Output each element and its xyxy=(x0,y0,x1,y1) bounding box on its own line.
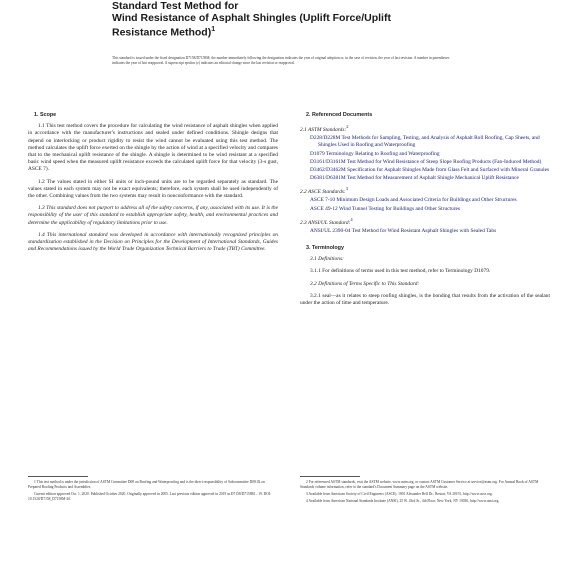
references-heading: 2. Referenced Documents xyxy=(306,112,373,118)
title-line-1: Standard Test Method for xyxy=(112,0,239,12)
footnotes-right xyxy=(300,480,550,506)
scope-paragraph-4: 1.4 This international standard was developed in accordance with internationally recognized principles on standardization established in the Decision on Principles for the Development of International Standards, Guides and Recommendations issued by the World Trade Organization Technical Barriers to Trade (TBT) Committee. xyxy=(28,231,278,253)
document-title xyxy=(112,0,552,39)
reference-title: Test Methods for Sampling, Testing, and Analysis of Asphalt Roll Roofing, Cap Sheets, and Shingles Used in Roofing and Waterproofing xyxy=(318,135,540,149)
reference-item[interactable] xyxy=(310,228,550,235)
ansi-footnote-mark: 4 xyxy=(350,216,353,222)
reference-code[interactable]: D1079 xyxy=(310,150,325,157)
ansi-standard-label xyxy=(300,216,550,227)
reference-item[interactable] xyxy=(310,197,550,204)
reference-title: Minimum Design Loads and Associated Criteria for Buildings and Other Structures xyxy=(336,197,517,204)
astm-label-text: 2.1 ASTM Standards: xyxy=(300,127,347,133)
footnote-edition: Current edition approved Oct. 1, 2020. Published October 2020. Originally approved in 2005. Last previous edition approved in 2019 as D7158/D7158M – 19. DOI: 10.1520/D7158_D7158M-20. xyxy=(28,492,272,501)
title-footnote-mark: 1 xyxy=(211,26,216,33)
scope-paragraph-2: 1.2 The values stated in either SI units or inch-pound units are to be regarded separately as standard. The values stated in each system may not be exact equivalents; therefore, each system shall be used independently of the other. Combining values from the two systems may result in nonconformance with the standard. xyxy=(28,178,278,200)
scope-heading: 1. Scope xyxy=(34,112,57,118)
asce-standards-label xyxy=(300,185,550,196)
terminology-3-2: 3.2 Definitions of Terms Specific to This Standard: xyxy=(310,280,420,287)
reference-item[interactable] xyxy=(310,175,550,182)
title-line-2: Wind Resistance of Asphalt Shingles (Uplift Force/Uplift xyxy=(112,12,391,24)
astm-standards-label xyxy=(300,123,550,134)
footnote-divider-left xyxy=(28,476,88,477)
footnote-1: 1 This test method is under the jurisdiction of ASTM Committee D08 on Roofing and Waterproofing and is the direct responsibility of Subcommittee D08.02 on Prepared Roofing Products and Assemblies. xyxy=(28,480,265,489)
reference-title: Wind Tunnel Testing for Buildings and Other Structures xyxy=(338,205,461,212)
scope-paragraph-1: 1.1 This test method covers the procedure for calculating the wind resistance of asphalt shingles when applied in accordance with the manufacturer's instructions and sealed under defined conditions. Shingle designs that depend on interlocking or product rigidity to resist the wind cannot be evaluated using this test method. The method calculates the uplift force exerted on the shingle by the action of wind at a specified velocity and compares that to the mechanical uplift resistance of the shingle. A shingle is determined to be wind resistant at a specified basic wind speed when the measured uplift resistance exceeds the calculated uplift force for that velocity (3-s gust, ASCE 7). xyxy=(28,123,278,173)
reference-title: Test Method for Wind Resistance of Steep Slope Roofing Products (Fan-Induced Method) xyxy=(346,158,542,165)
terminology-heading: 3. Terminology xyxy=(306,245,344,252)
reference-code[interactable]: ASCE 49-12 xyxy=(310,205,338,212)
reference-item[interactable] xyxy=(310,135,550,149)
scope-paragraph-3: 1.3 This standard does not purport to address all of the safety concerns, if any, associated with its use. It is the responsibility of the user of this standard to establish appropriate safety, health, and environmental practices and determine the applicability of regulatory limitations prior to use. xyxy=(28,205,278,226)
astm-footnote-mark: 2 xyxy=(346,124,349,130)
designation-note: This standard is issued under the fixed designation D7158/D7158M; the number immediately following the designation indicates the year of original adoption or, in the case of revision, the year of last revision. A number in parentheses indicates the year of last reapproval. A superscript epsilon (ε) indicates an editorial change since the last revision or reapproval. xyxy=(112,56,450,66)
footnote-4: 4 Available from American National Standards Institute (ANSI), 25 W. 43rd St., 4th Floor, New York, NY 10036, http://www.ansi.org. xyxy=(306,499,500,503)
terminology-3-1-1: 3.1.1 For definitions of terms used in this test method, refer to Terminology D1079. xyxy=(310,268,491,275)
reference-item[interactable] xyxy=(310,167,550,174)
ansi-label-text: 2.3 ANSI/UL Standard: xyxy=(300,219,351,226)
reference-code[interactable]: ANSI/UL 2390-04 xyxy=(310,227,351,234)
reference-item[interactable] xyxy=(310,151,550,158)
reference-title: Terminology Relating to Roofing and Waterproofing xyxy=(325,150,440,157)
reference-code[interactable]: ASCE 7-10 xyxy=(310,197,336,204)
reference-code[interactable]: D3462/D3462M xyxy=(310,167,346,174)
footnote-2: 2 For referenced ASTM standards, visit the ASTM website, www.astm.org, or contact ASTM Customer Service at service@astm.org. For Annual Book of ASTM Standards volume information, refer to the standard's Document Summary page on the ASTM website. xyxy=(300,480,539,489)
left-column xyxy=(28,112,278,258)
reference-item[interactable] xyxy=(310,206,550,213)
footnote-3: 3 Available from American Society of Civil Engineers (ASCE), 1801 Alexander Bell Dr., Reston, VA 20191, http://www.asce.org. xyxy=(306,492,493,496)
footnotes-left xyxy=(28,480,278,504)
reference-item[interactable] xyxy=(310,159,550,166)
terminology-3-2-1: 3.2.1 seal—as it relates to steep roofing shingles, is the bonding that results from the activation of the sealant under the action of time and temperature. xyxy=(300,292,550,307)
asce-footnote-mark: 3 xyxy=(345,186,348,192)
reference-title: Test Method for Wind Resistant Asphalt Shingles with Sealed Tabs xyxy=(351,227,497,234)
title-line-3-text: Resistance Method) xyxy=(112,26,212,39)
title-line-3 xyxy=(112,24,552,39)
reference-code[interactable]: D3161/D3161M xyxy=(310,158,346,165)
reference-code[interactable]: D228/D228M xyxy=(310,135,341,142)
reference-title: Test Method for Measurement of Asphalt Shingle Mechanical Uplift Resistance xyxy=(346,175,519,182)
terminology-3-1: 3.1 Definitions: xyxy=(310,256,344,263)
right-column xyxy=(300,112,550,312)
footnote-divider-right xyxy=(300,476,360,477)
reference-title: Specification for Asphalt Shingles Made from Glass Felt and Surfaced with Mineral Granules xyxy=(347,167,550,174)
reference-code[interactable]: D6381/D6381M xyxy=(310,175,346,182)
asce-label-text: 2.2 ASCE Standards: xyxy=(300,189,346,196)
